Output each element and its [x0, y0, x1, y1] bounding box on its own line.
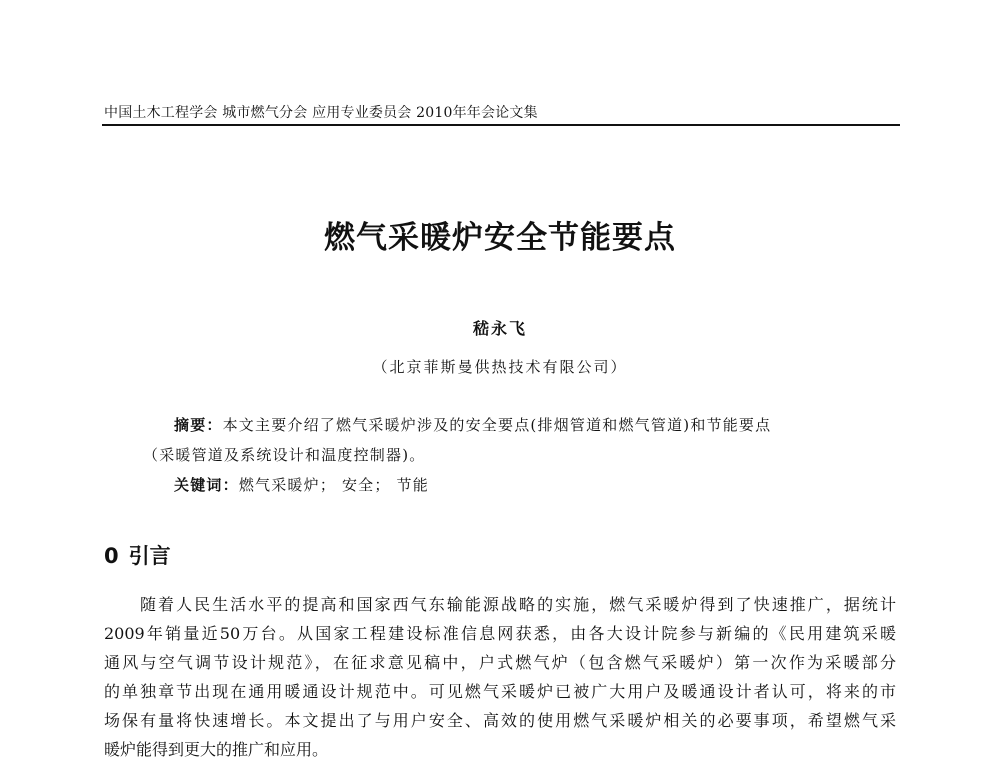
keywords-label: 关键词：: [174, 476, 239, 494]
body-paragraph: [104, 590, 896, 764]
author-name: 嵇永飞: [472, 319, 527, 338]
body-line: 暖炉能得到更大的推广和应用。: [104, 740, 329, 759]
running-header: 中国土木工程学会 城市燃气分会 应用专业委员会 2010年年会论文集: [104, 105, 538, 121]
header-rule: [102, 124, 900, 126]
abstract-text-2: （采暖管道及系统设计和温度控制器)。: [143, 446, 426, 464]
body-line: 场保有量将快速增长。本文提出了与用户安全、高效的使用燃气采暖炉相关的必要事项，希望燃气采: [104, 711, 896, 730]
paper-title: 燃气采暖炉安全节能要点: [324, 220, 676, 256]
abstract-label: 摘要：: [174, 416, 223, 434]
body-line: 的单独章节出现在通用暖通设计规范中。可见燃气采暖炉已被广大用户及暖通设计者认可，将来的市: [104, 682, 896, 701]
body-line: 随着人民生活水平的提高和国家西气东输能源战略的实施，燃气采暖炉得到了快速推广，据统计: [140, 595, 896, 614]
body-line: 通风与空气调节设计规范》，在征求意见稿中，户式燃气炉（包含燃气采暖炉）第一次作为采暖部分: [104, 653, 896, 672]
author-affiliation: （北京菲斯曼供热技术有限公司）: [372, 358, 628, 376]
keywords-line: [174, 474, 429, 495]
abstract-line-1: [174, 414, 771, 435]
section-title: 引言: [128, 544, 171, 568]
keywords-text: 燃气采暖炉； 安全； 节能: [238, 476, 429, 494]
abstract-line-2: [143, 444, 425, 465]
section-number: 0: [104, 544, 119, 568]
body-line: 2009年销量近50万台。从国家工程建设标准信息网获悉，由各大设计院参与新编的《民用建筑采暖: [104, 624, 896, 643]
section-heading: [104, 540, 171, 570]
abstract-text-1: 本文主要介绍了燃气采暖炉涉及的安全要点(排烟管道和燃气管道)和节能要点: [222, 416, 772, 434]
